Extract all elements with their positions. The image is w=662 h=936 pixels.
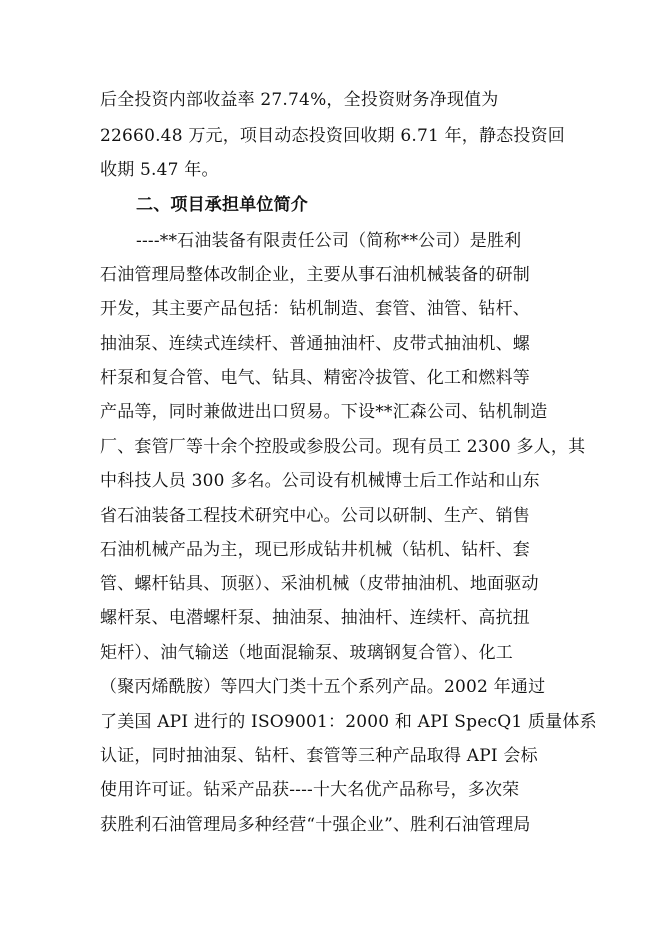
body-text-line-20: 认证，同时抽油泵、钻杆、套管等三种产品取得 API 会标 bbox=[100, 746, 538, 766]
body-text-line-11: 厂、套管厂等十余个控股或参股公司。现有员工 2300 多人，其 bbox=[100, 437, 586, 457]
body-text-line-17: 矩杆）、油气输送（地面混输泵、玻璃钢复合管）、化工 bbox=[100, 643, 513, 663]
body-text-line-21: 使用许可证。钻采产品获----十大名优产品称号，多次荣 bbox=[100, 780, 520, 800]
paragraph-first-line: ----**石油装备有限责任公司（简称**公司）是胜利 bbox=[136, 231, 522, 251]
body-text-line-18: （聚丙烯酰胺）等四大门类十五个系列产品。2002 年通过 bbox=[100, 677, 546, 697]
body-text-line-2: 22660.48 万元，项目动态投资回收期 6.71 年，静态投资回 bbox=[100, 126, 565, 146]
body-text-line-13: 省石油装备工程技术研究中心。公司以研制、生产、销售 bbox=[100, 506, 530, 526]
body-text-line-16: 螺杆泵、电潜螺杆泵、抽油泵、抽油杆、连续杆、高抗扭 bbox=[100, 608, 530, 628]
body-text-line-9: 杆泵和复合管、电气、钻具、精密冷拔管、化工和燃料等 bbox=[100, 368, 530, 388]
body-text-line-1: 后全投资内部收益率 27.74%，全投资财务净现值为 bbox=[100, 90, 499, 110]
body-text-line-7: 开发，其主要产品包括：钻机制造、套管、油管、钻杆、 bbox=[100, 299, 530, 319]
body-text-line-6: 石油管理局整体改制企业，主要从事石油机械装备的研制 bbox=[100, 265, 530, 285]
section-heading: 二、项目承担单位简介 bbox=[136, 195, 308, 215]
body-text-line-12: 中科技人员 300 多名。公司设有机械博士后工作站和山东 bbox=[100, 471, 540, 491]
body-text-line-15: 管、螺杆钻具、顶驱）、采油机械（皮带抽油机、地面驱动 bbox=[100, 574, 539, 594]
body-text-line-10: 产品等，同时兼做进出口贸易。下设**汇森公司、钻机制造 bbox=[100, 402, 548, 422]
body-text-line-19: 了美国 API 进行的 ISO9001：2000 和 API SpecQ1 质量体系 bbox=[100, 712, 597, 732]
body-text-line-8: 抽油泵、连续式连续杆、普通抽油杆、皮带式抽油机、螺 bbox=[100, 334, 530, 354]
body-text-line-14: 石油机械产品为主，现已形成钻井机械（钻机、钻杆、套 bbox=[100, 540, 530, 560]
body-text-line-3: 收期 5.47 年。 bbox=[100, 160, 219, 180]
body-text-line-22: 获胜利石油管理局多种经营“十强企业”、胜利石油管理局 bbox=[100, 815, 531, 835]
